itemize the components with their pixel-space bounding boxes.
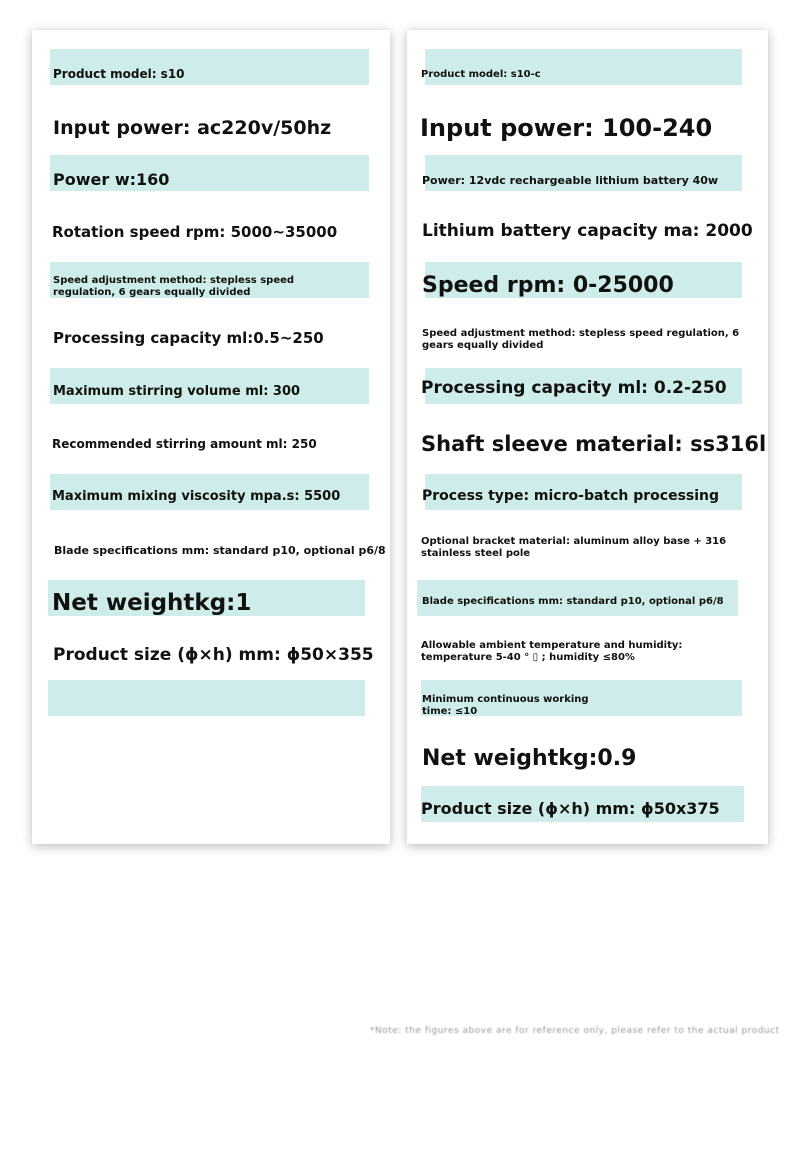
- spec-input-power: Input power: ac220v/50hz: [53, 117, 332, 139]
- spec-card-s10: [32, 30, 390, 844]
- spec-speed: Speed rpm: 0-25000: [422, 273, 674, 298]
- spec-power: Power: 12vdc rechargeable lithium battery 40w: [422, 174, 719, 187]
- spec-min-working-time: Minimum continuous working time: ≤10: [422, 694, 589, 717]
- spec-net-weight: Net weightkg:1: [52, 590, 252, 616]
- spec-process-type: Process type: micro-batch processing: [422, 488, 720, 504]
- spec-max-stirring-volume: Maximum stirring volume ml: 300: [53, 384, 301, 399]
- spec-speed-adjustment: Speed adjustment method: stepless speed regulation, 6 gears equally divided: [422, 328, 740, 351]
- spec-recommended-stirring: Recommended stirring amount ml: 250: [52, 437, 317, 451]
- spec-product-size: Product size (ɸ×h) mm: ɸ50x375: [421, 799, 720, 818]
- spec-shaft-sleeve: Shaft sleeve material: ss316l: [421, 432, 767, 456]
- highlight-band: [48, 680, 365, 716]
- spec-card-s10-c: [407, 30, 768, 844]
- spec-input-power: Input power: 100-240: [420, 114, 713, 142]
- spec-rotation-speed: Rotation speed rpm: 5000~35000: [52, 223, 338, 241]
- spec-processing-capacity: Processing capacity ml:0.5~250: [53, 329, 324, 347]
- spec-ambient: Allowable ambient temperature and humidity: temperature 5-40 ° ▯ ; humidity ≤80%: [421, 640, 683, 663]
- spec-bracket-material: Optional bracket material: aluminum alloy base + 316 stainless steel pole: [421, 536, 727, 559]
- spec-product-model: Product model: s10-c: [421, 69, 541, 80]
- spec-speed-adjustment: Speed adjustment method: stepless speed regulation, 6 gears equally divided: [53, 275, 295, 298]
- footer-note: *Note: the figures above are for reference only, please refer to the actual product: [370, 1026, 780, 1036]
- spec-product-model: Product model: s10: [53, 67, 185, 81]
- spec-max-viscosity: Maximum mixing viscosity mpa.s: 5500: [52, 489, 341, 504]
- spec-processing-capacity: Processing capacity ml: 0.2-250: [421, 378, 727, 398]
- spec-blade-specs: Blade specifications mm: standard p10, optional p6/8: [54, 544, 386, 557]
- spec-blade-specs: Blade specifications mm: standard p10, optional p6/8: [422, 596, 724, 607]
- spec-net-weight: Net weightkg:0.9: [422, 746, 637, 771]
- spec-product-size: Product size (ɸ×h) mm: ɸ50×355: [53, 645, 374, 665]
- spec-power: Power w:160: [53, 170, 170, 189]
- spec-battery-capacity: Lithium battery capacity ma: 2000: [422, 221, 753, 241]
